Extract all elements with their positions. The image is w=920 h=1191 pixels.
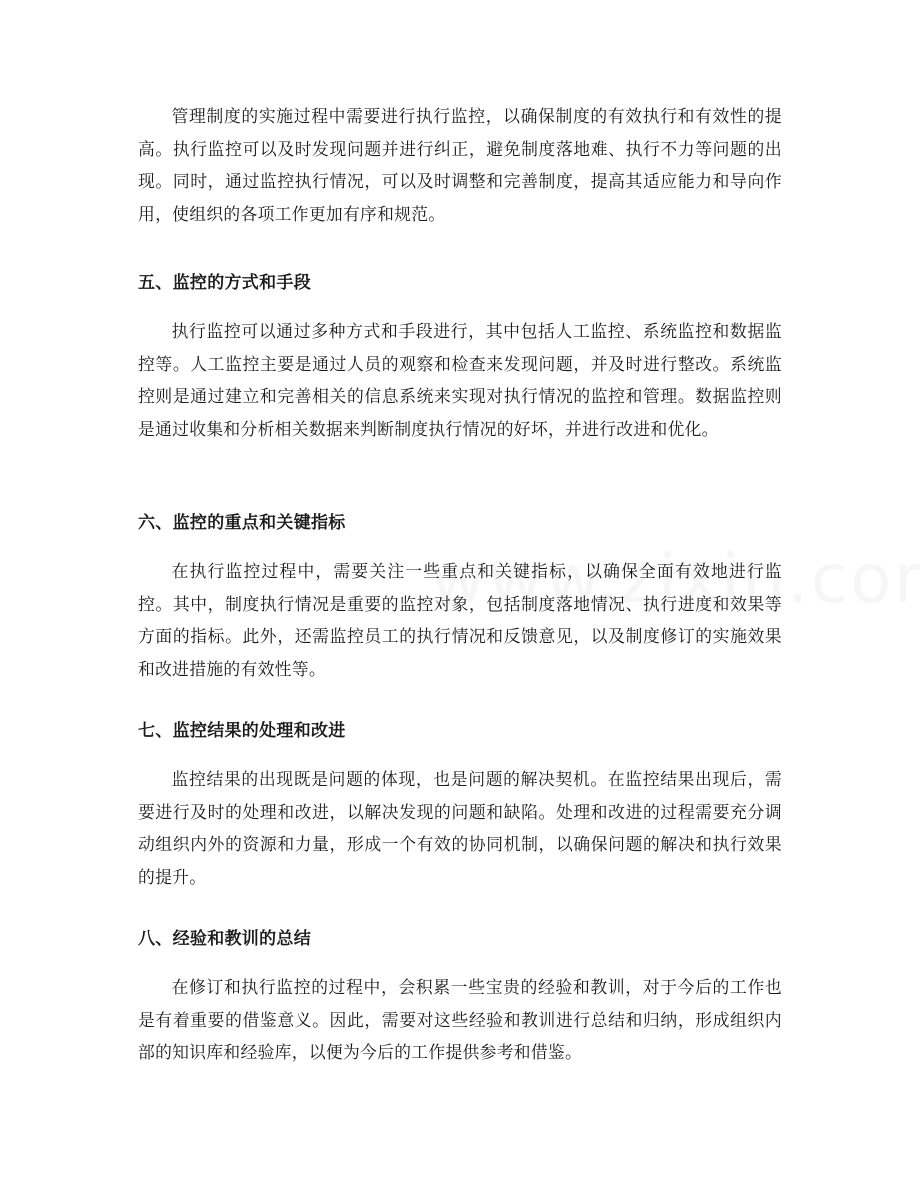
intro-paragraph: 管理制度的实施过程中需要进行执行监控，以确保制度的有效执行和有效性的提高。执行监控可以及时发现问题并进行纠正，避免制度落地难、执行不力等问题的出现。同时，通过监控执行情况，可以及时调整和完善制度，提高其适应能力和导向作用，使组织的各项工作更加有序和规范。 — [138, 106, 782, 224]
section-8-paragraph: 在修订和执行监控的过程中，会积累一些宝贵的经验和教训，对于今后的工作也是有着重要的借鉴意义。因此，需要对这些经验和教训进行总结和归纳，形成组织内部的知识库和经验库，以便为今后的工作提供参考和借鉴。 — [138, 977, 782, 1062]
section-7-paragraph: 监控结果的出现既是问题的体现，也是问题的解决契机。在监控结果出现后，需要进行及时的处理和改进，以解决发现的问题和缺陷。处理和改进的过程需要充分调动组织内外的资源和力量，形成一个有效的协同机制，以确保问题的解决和执行效果的提升。 — [138, 769, 782, 887]
section-6-paragraph: 在执行监控过程中，需要关注一些重点和关键指标，以确保全面有效地进行监控。其中，制度执行情况是重要的监控对象，包括制度落地情况、执行进度和效果等方面的指标。此外，还需监控员工的执行情况和反馈意见，以及制度修订的实施效果和改进措施的有效性等。 — [138, 561, 782, 679]
section-5-paragraph: 执行监控可以通过多种方式和手段进行，其中包括人工监控、系统监控和数据监控等。人工监控主要是通过人员的观察和检查来发现问题，并及时进行整改。系统监控则是通过建立和完善相关的信息系统来实现对执行情况的监控和管理。数据监控则是通过收集和分析相关数据来判断制度执行情况的好坏，并进行改进和优化。 — [138, 321, 782, 439]
document-body — [138, 100, 782, 1062]
section-7-heading: 七、监控结果的处理和改进 — [138, 721, 346, 741]
section-6-heading: 六、监控的重点和关键指标 — [138, 513, 346, 533]
section-8-heading: 八、经验和教训的总结 — [138, 929, 311, 949]
section-5-heading: 五、监控的方式和手段 — [138, 273, 311, 293]
